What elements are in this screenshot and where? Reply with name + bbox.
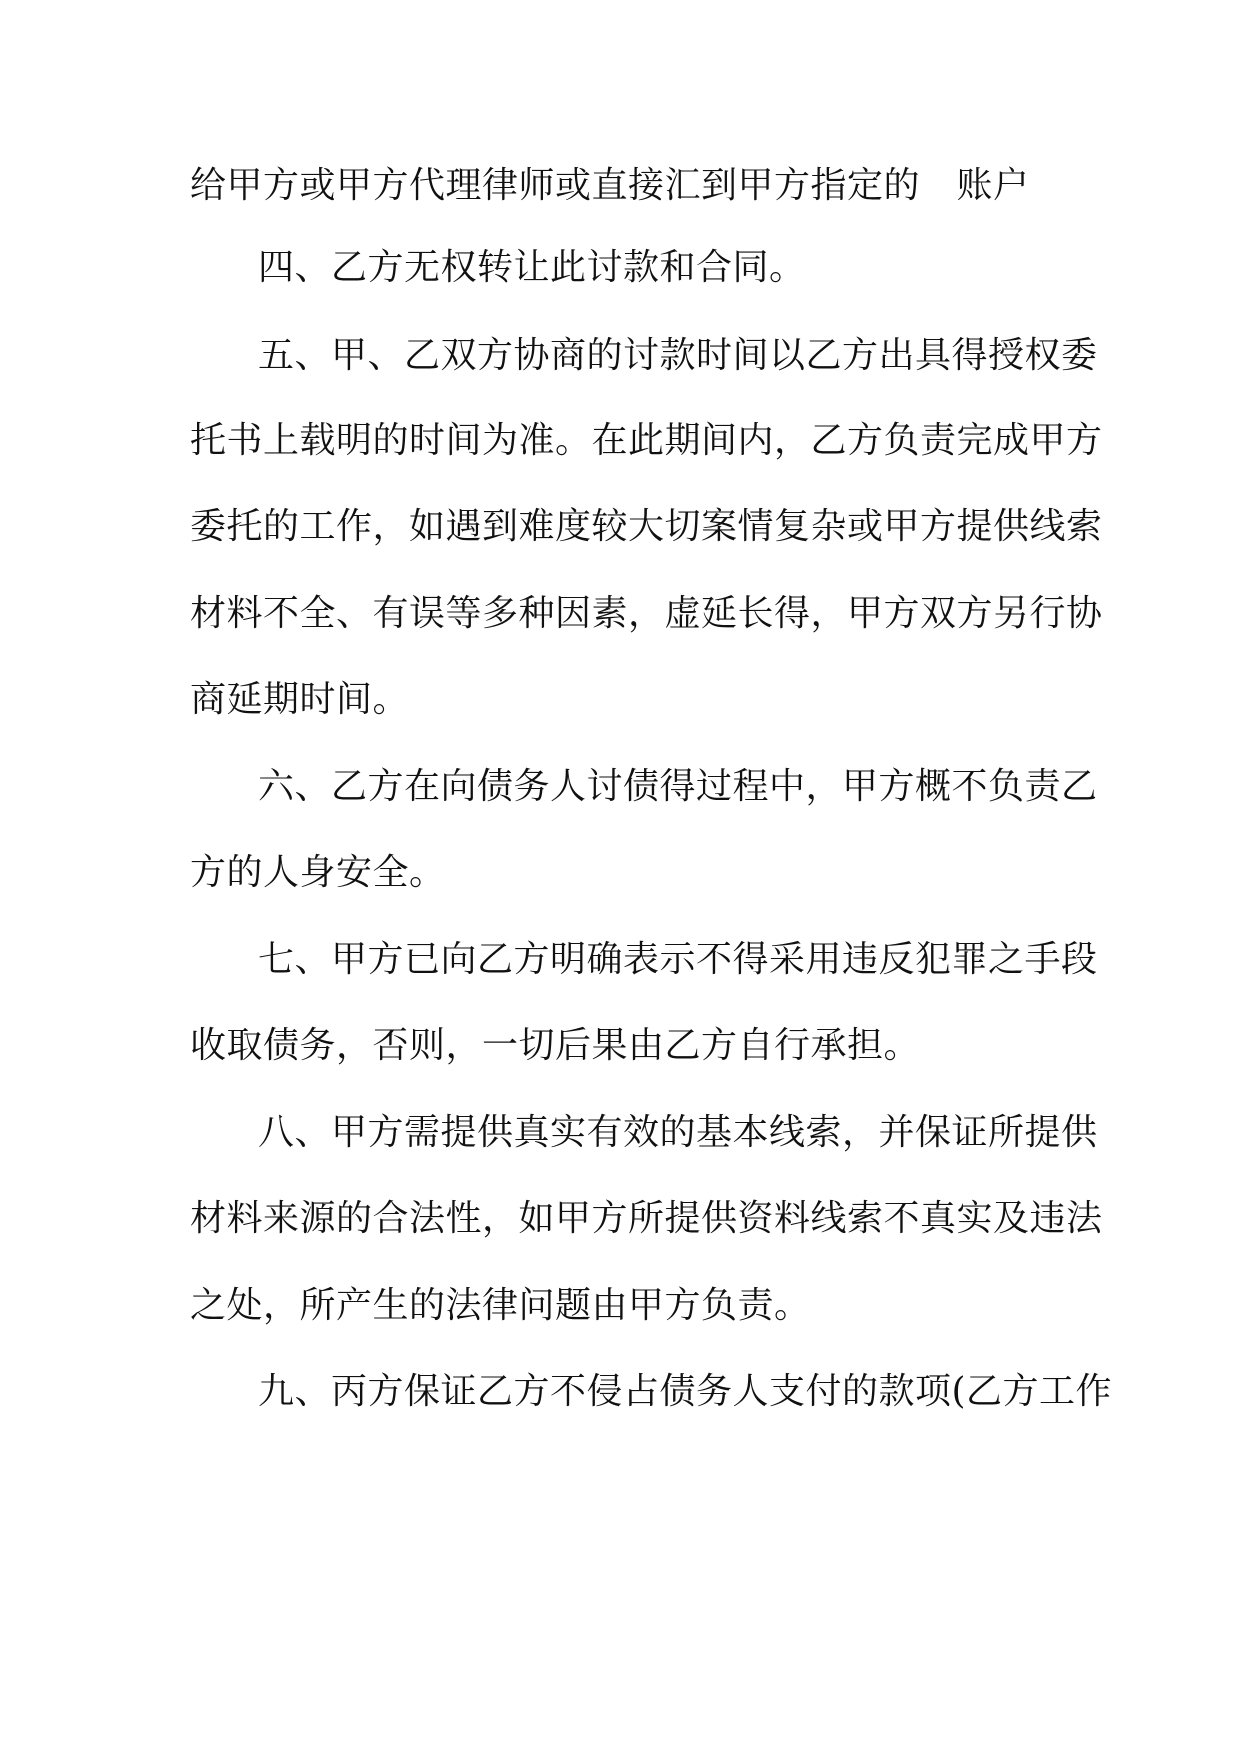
clause-8-line-3: 之处，所产生的法律问题由甲方负责。 [190,1285,811,1326]
clause-5-line-1: 五、甲、乙双方协商的讨款时间以乙方出具得授权委 [258,335,1098,376]
clause-7-line-2: 收取债务，否则，一切后果由乙方自行承担。 [190,1025,921,1066]
text-line-1: 给甲方或甲方代理律师或直接汇到甲方指定的 账户 [190,165,1030,206]
clause-4-line-1: 四、乙方无权转让此讨款和合同。 [258,247,806,288]
clause-6-line-2: 方的人身安全。 [190,852,446,893]
clause-5-line-4: 材料不全、有误等多种因素，虚延长得，甲方双方另行协 [190,593,1103,634]
clause-9-line-1: 九、丙方保证乙方不侵占债务人支付的款项(乙方工作 [258,1371,1113,1412]
clause-8-line-1: 八、甲方需提供真实有效的基本线索，并保证所提供 [258,1112,1098,1153]
clause-6-line-1: 六、乙方在向债务人讨债得过程中，甲方概不负责乙 [258,766,1098,807]
clause-7-line-1: 七、甲方已向乙方明确表示不得采用违反犯罪之手段 [258,939,1098,980]
clause-8-line-2: 材料来源的合法性，如甲方所提供资料线索不真实及违法 [190,1198,1103,1239]
clause-5-line-3: 委托的工作，如遇到难度较大切案情复杂或甲方提供线索 [190,506,1103,547]
clause-5-line-2: 托书上载明的时间为准。在此期间内，乙方负责完成甲方 [190,420,1103,461]
clause-5-line-5: 商延期时间。 [190,679,410,720]
